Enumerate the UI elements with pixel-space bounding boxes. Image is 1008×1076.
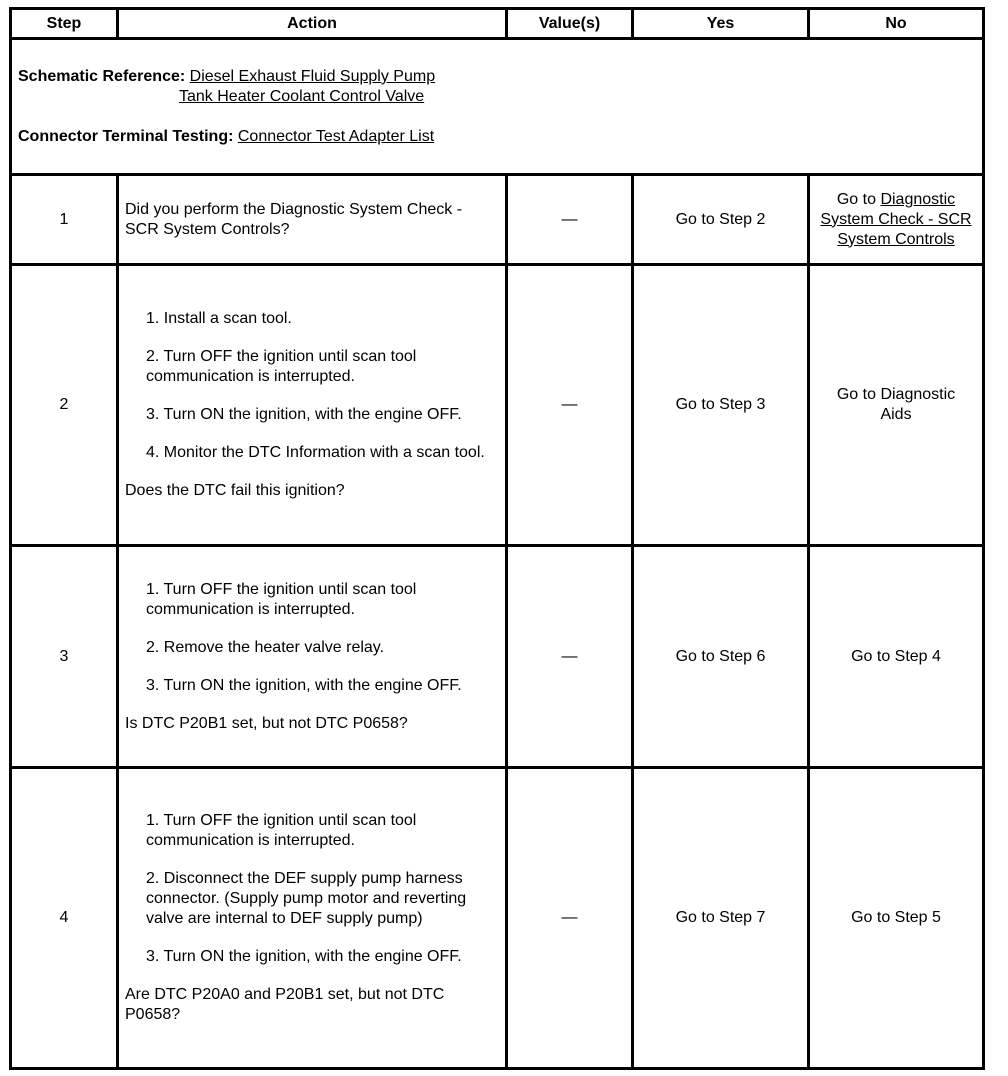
instruction-list xyxy=(125,580,499,696)
instruction-item: 2. Remove the heater valve relay. xyxy=(146,638,385,656)
instruction-item: 2. Turn OFF the ignition until scan tool communication is interrupted. xyxy=(146,348,417,385)
header-yes: Yes xyxy=(633,9,809,39)
instruction-list xyxy=(125,811,499,967)
no-cell xyxy=(809,175,984,265)
no-cell: Go to Step 5 xyxy=(809,768,984,1069)
yes-cell: Go to Step 3 xyxy=(633,265,809,546)
header-values: Value(s) xyxy=(507,9,633,39)
step-number: 1 xyxy=(11,175,118,265)
question-text: Are DTC P20A0 and P20B1 set, but not DTC P0658? xyxy=(125,986,445,1023)
no-text: Go to Diagnostic Aids xyxy=(836,386,956,423)
connector-test-adapter-link[interactable]: Connector Test Adapter List xyxy=(237,127,435,145)
header-action: Action xyxy=(118,9,507,39)
instruction-item: 1. Turn OFF the ignition until scan tool communication is interrupted. xyxy=(146,580,417,618)
table-row xyxy=(11,175,984,265)
value-cell: — xyxy=(507,175,633,265)
schematic-link-coolant-valve[interactable]: Tank Heater Coolant Control Valve xyxy=(179,87,425,105)
diagnostic-system-check-link[interactable]: Diagnostic System Check - SCR System Controls xyxy=(820,190,972,248)
connector-testing-label: Connector Terminal Testing: xyxy=(18,127,234,145)
instruction-item: 1. Install a scan tool. xyxy=(146,310,292,327)
instruction-item: 3. Turn ON the ignition, with the engine OFF. xyxy=(146,948,462,965)
step-number: 4 xyxy=(11,768,118,1069)
reference-cell xyxy=(11,39,984,175)
action-cell xyxy=(118,265,507,546)
diagnostic-table xyxy=(9,7,985,1070)
no-cell xyxy=(809,265,984,546)
schematic-reference-label: Schematic Reference: xyxy=(18,67,186,85)
header-step: Step xyxy=(11,9,118,39)
step-number: 2 xyxy=(11,265,118,546)
value-cell: — xyxy=(507,265,633,546)
instruction-item: 4. Monitor the DTC Information with a scan tool. xyxy=(146,444,485,461)
table-row xyxy=(11,546,984,768)
question-text: Is DTC P20B1 set, but not DTC P0658? xyxy=(125,714,408,732)
instruction-item: 1. Turn OFF the ignition until scan tool communication is interrupted. xyxy=(146,812,417,849)
value-cell: — xyxy=(507,768,633,1069)
instruction-item: 2. Disconnect the DEF supply pump harness connector. (Supply pump motor and reverting valve are internal to DEF supply pump) xyxy=(146,870,467,927)
question-text: Does the DTC fail this ignition? xyxy=(125,482,345,499)
yes-cell: Go to Step 6 xyxy=(633,546,809,768)
value-cell: — xyxy=(507,546,633,768)
table-row xyxy=(11,265,984,546)
yes-cell: Go to Step 2 xyxy=(633,175,809,265)
no-prefix: Go to xyxy=(836,190,881,208)
reference-row xyxy=(11,39,984,175)
action-cell xyxy=(118,768,507,1069)
instruction-item: 3. Turn ON the ignition, with the engine OFF. xyxy=(146,406,462,423)
step-number: 3 xyxy=(11,546,118,768)
instruction-list xyxy=(125,309,499,463)
action-text: Did you perform the Diagnostic System Check - SCR System Controls? xyxy=(118,175,507,265)
no-cell: Go to Step 4 xyxy=(809,546,984,768)
schematic-link-def-supply-pump[interactable]: Diesel Exhaust Fluid Supply Pump xyxy=(189,67,436,85)
instruction-item: 3. Turn ON the ignition, with the engine OFF. xyxy=(146,676,462,694)
header-row xyxy=(11,9,984,39)
header-no: No xyxy=(809,9,984,39)
action-cell xyxy=(118,546,507,768)
yes-cell: Go to Step 7 xyxy=(633,768,809,1069)
table-row xyxy=(11,768,984,1069)
